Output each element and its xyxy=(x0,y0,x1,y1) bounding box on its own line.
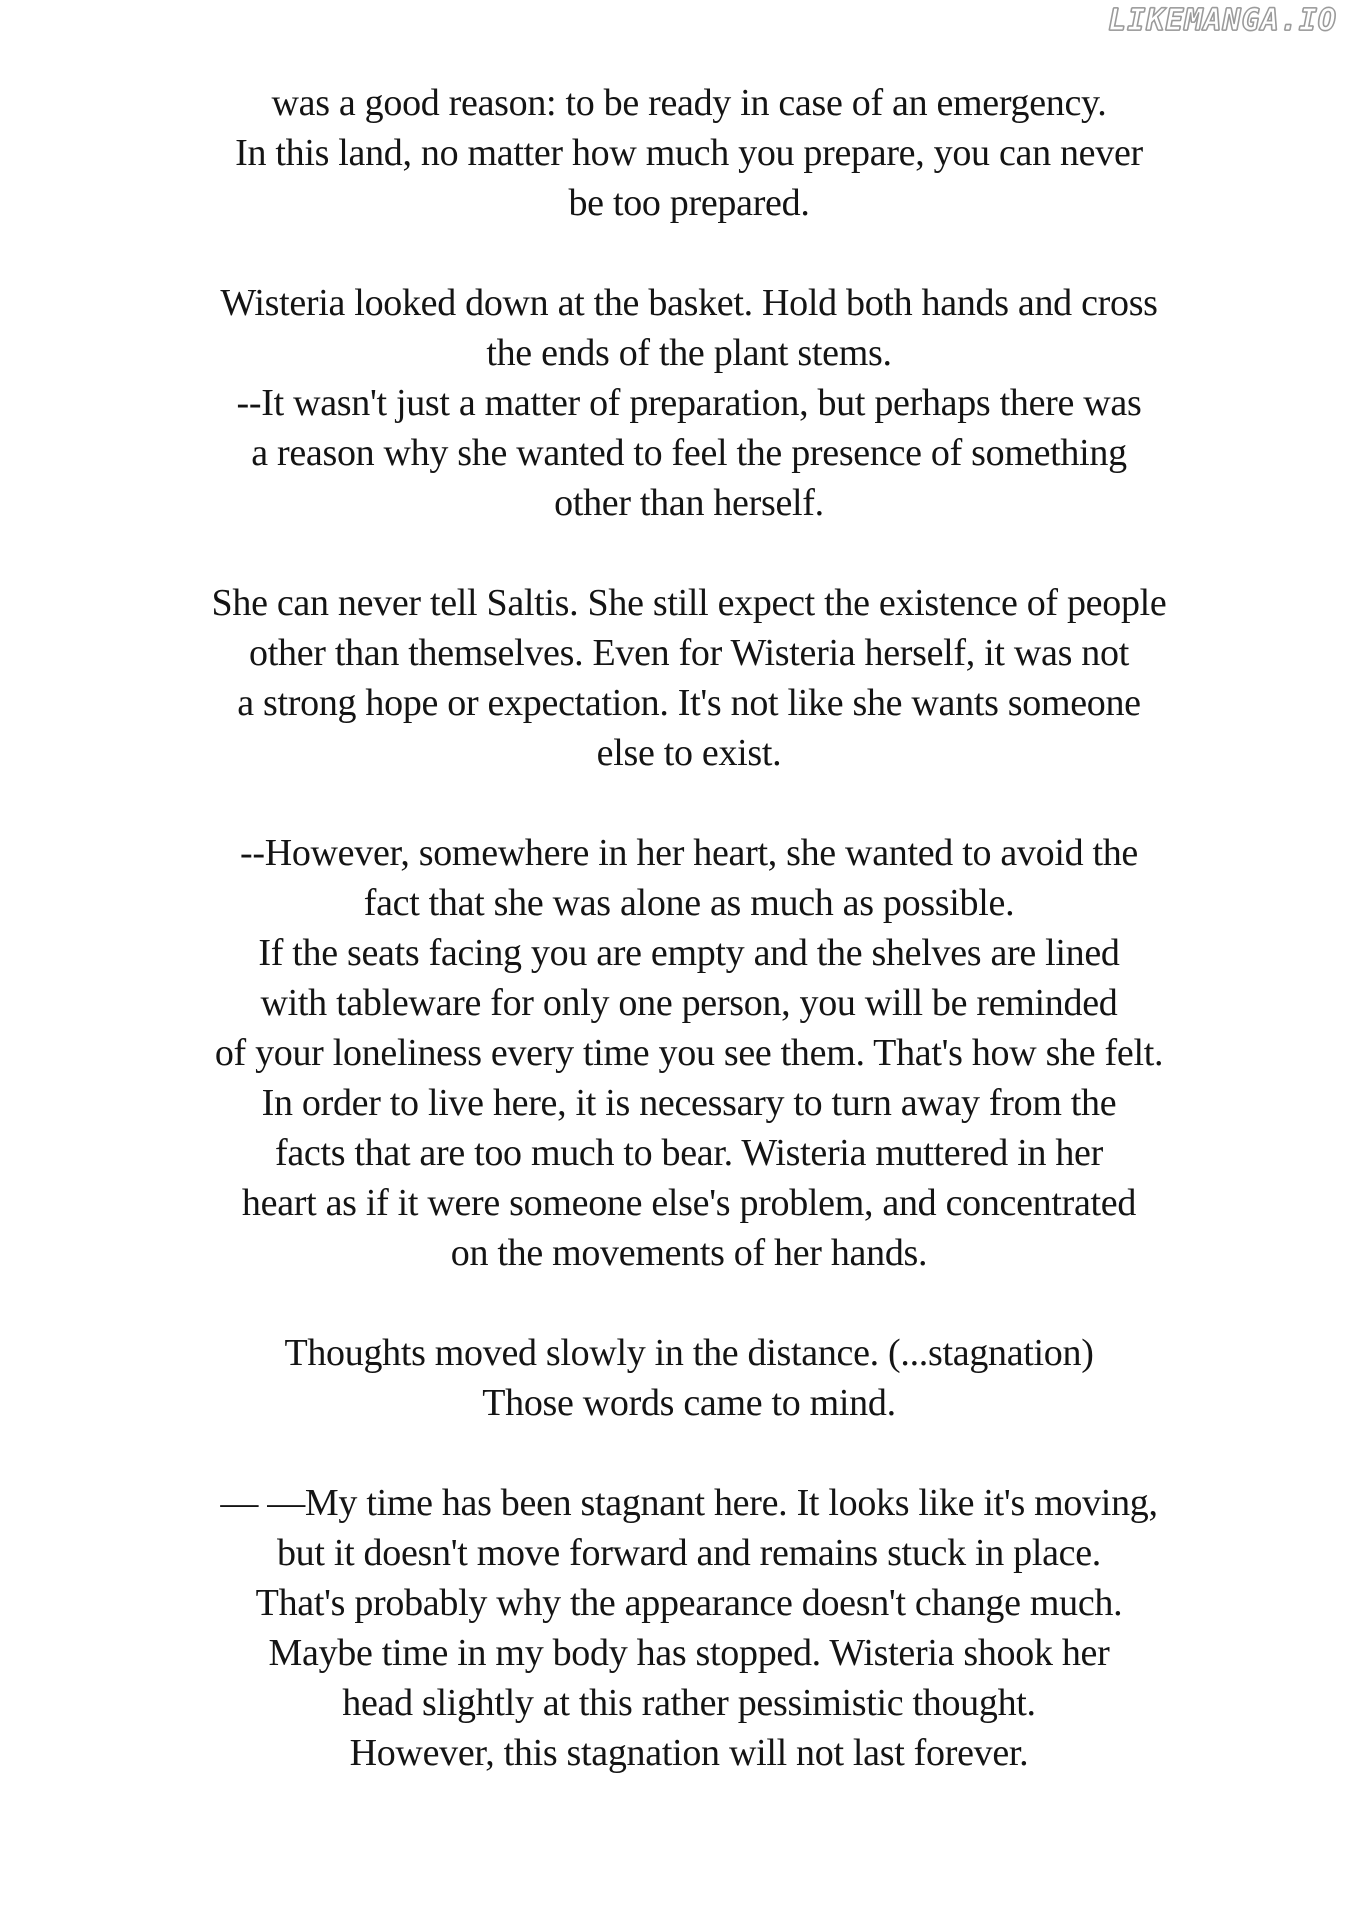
text-line: head slightly at this rather pessimistic thought. xyxy=(342,1682,1036,1724)
text-line: the ends of the plant stems. xyxy=(486,332,892,374)
text-line: heart as if it were someone else's problem, and concentrated xyxy=(241,1182,1137,1224)
text-line: a reason why she wanted to feel the presence of something xyxy=(251,432,1127,474)
text-line: --However, somewhere in her heart, she wanted to avoid the xyxy=(239,832,1138,874)
text-line: but it doesn't move forward and remains stuck in place. xyxy=(276,1532,1101,1574)
text-line: In order to live here, it is necessary to turn away from the xyxy=(261,1082,1117,1124)
text-line: facts that are too much to bear. Wisteria muttered in her xyxy=(275,1132,1103,1174)
text-line: of your loneliness every time you see them. That's how she felt. xyxy=(214,1032,1164,1074)
text-line: else to exist. xyxy=(596,732,782,774)
text-line: Wisteria looked down at the basket. Hold both hands and cross xyxy=(220,282,1158,324)
text-line: — —My time has been stagnant here. It looks like it's moving, xyxy=(220,1482,1158,1524)
text-line: She can never tell Saltis. She still expect the existence of people xyxy=(211,582,1167,624)
paragraph xyxy=(74,78,1304,228)
text-line: That's probably why the appearance doesn't change much. xyxy=(255,1582,1123,1624)
text-line: Thoughts moved slowly in the distance. (...stagnation) xyxy=(284,1332,1094,1374)
text-line: other than themselves. Even for Wisteria herself, it was not xyxy=(249,632,1129,674)
text-line: with tableware for only one person, you will be reminded xyxy=(260,982,1118,1024)
text-line: --It wasn't just a matter of preparation, but perhaps there was xyxy=(236,382,1142,424)
text-line: fact that she was alone as much as possible. xyxy=(363,882,1015,924)
text-line: Maybe time in my body has stopped. Wisteria shook her xyxy=(268,1632,1110,1674)
text-line: Those words came to mind. xyxy=(482,1382,896,1424)
text-line: In this land, no matter how much you prepare, you can never xyxy=(235,132,1143,174)
text-line: was a good reason: to be ready in case of an emergency. xyxy=(271,82,1107,124)
text-line: However, this stagnation will not last forever. xyxy=(349,1732,1029,1774)
text-line: If the seats facing you are empty and the shelves are lined xyxy=(258,932,1120,974)
paragraph xyxy=(74,1328,1304,1428)
text-line: be too prepared. xyxy=(568,182,810,224)
paragraph xyxy=(74,1478,1304,1778)
paragraph xyxy=(74,828,1304,1278)
site-watermark-logo: LIKEMANGA.IO xyxy=(1108,3,1337,38)
text-line: other than herself. xyxy=(554,482,824,524)
text-line: on the movements of her hands. xyxy=(450,1232,928,1274)
paragraph xyxy=(74,278,1304,528)
text-line: a strong hope or expectation. It's not like she wants someone xyxy=(237,682,1141,724)
paragraph xyxy=(74,578,1304,778)
